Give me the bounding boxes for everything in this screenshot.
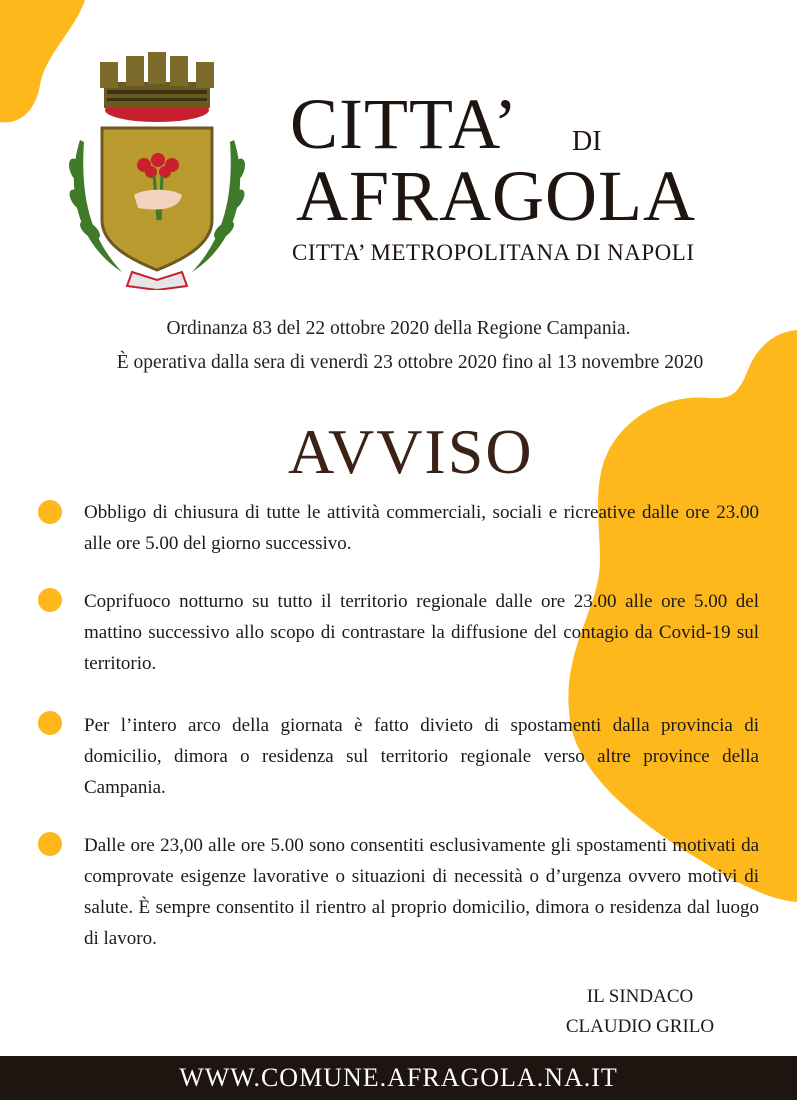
intro-validity: È operativa dalla sera di venerdì 23 ottobre 2020 fino al 13 novembre 2020: [116, 352, 704, 373]
footer-url[interactable]: WWW.COMUNE.AFRAGOLA.NA.IT: [0, 1056, 797, 1100]
coat-of-arms-logo: [62, 50, 252, 290]
crown-icon: [100, 52, 214, 122]
title-citta: CITTA’: [290, 84, 519, 164]
signature-role: IL SINDACO: [586, 986, 694, 1007]
intro-ordinance: Ordinanza 83 del 22 ottobre 2020 della Regione Campania.: [166, 318, 631, 339]
bullet-dot-icon: [38, 588, 62, 612]
bullet-dot-icon: [38, 500, 62, 524]
avviso-heading: AVVISO: [288, 416, 534, 487]
bullet-item-3: Per l’intero arco della giornata è fatto divieto di spostamenti dalla provincia di domicilio, dimora o residenza sul territorio regionale verso altre province della Campania.: [84, 715, 759, 798]
bullet-dot-icon: [38, 711, 62, 735]
subtitle-metropolitana: CITTA’ METROPOLITANA DI NAPOLI: [292, 240, 695, 265]
signature-name: CLAUDIO GRILO: [565, 1016, 715, 1037]
bullet-dot-icon: [38, 832, 62, 856]
bullet-item-2: Coprifuoco notturno su tutto il territorio regionale dalle ore 23.00 alle ore 5.00 del mattino successivo allo scopo di contrastare la diffusione del contagio da Covid-19 sul territorio.: [84, 591, 759, 674]
bullet-item-4: Dalle ore 23,00 alle ore 5.00 sono consentiti esclusivamente gli spostamenti motivati da comprovate esigenze lavorative o situazioni di necessità o d’urgenza ovvero motivi di salute. È sempre consentito il rientro al proprio domicilio, dimora o residenza dal luogo di lavoro.: [84, 835, 759, 949]
bullet-item-1: Obbligo di chiusura di tutte le attività commerciali, sociali e ricreative dalle ore 23.00 alle ore 5.00 del giorno successivo.: [84, 502, 759, 554]
title-di: DI: [572, 126, 602, 157]
title-afragola: AFRAGOLA: [296, 156, 697, 236]
